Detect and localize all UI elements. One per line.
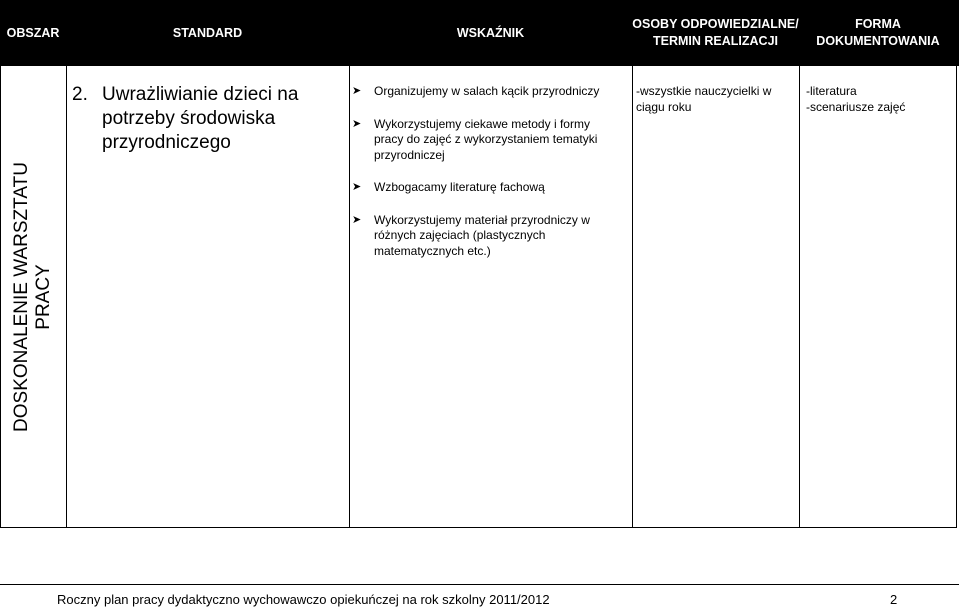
header-indicator — [349, 0, 632, 66]
area-cell — [0, 66, 66, 528]
header-standard-label: STANDARD — [172, 25, 243, 40]
header-responsible — [632, 0, 799, 66]
indicator-text: Wykorzystujemy materiał przyrodniczy w różnych zajęciach (plastycznych matematycznych etc.) — [374, 212, 590, 258]
responsible-cell — [636, 84, 796, 115]
arrowhead-bullet-icon: ➤ — [352, 117, 362, 130]
area-label — [11, 77, 55, 517]
header-documentation — [799, 0, 957, 66]
header-responsible-line2: TERMIN REALIZACJI — [653, 34, 778, 48]
column-divider — [799, 66, 800, 528]
page-number: 2 — [890, 592, 898, 607]
indicator-list — [352, 84, 617, 276]
list-item — [352, 117, 617, 164]
responsible-text: -wszystkie nauczycielki w ciągu roku — [636, 84, 772, 114]
area-label-line2: PRACY — [33, 264, 54, 330]
header-area-label: OBSZAR — [6, 25, 60, 40]
column-divider — [66, 66, 67, 528]
column-divider — [632, 66, 633, 528]
arrowhead-bullet-icon: ➤ — [352, 213, 362, 226]
standard-number: 2. — [72, 84, 88, 105]
area-label-line1: DOSKONALENIE WARSZTATU — [11, 162, 32, 432]
indicator-text: Wzbogacamy literaturę fachową — [374, 180, 545, 194]
standard-text: Uwrażliwianie dzieci na potrzeby środowiska przyrodniczego — [102, 84, 299, 153]
list-item — [352, 84, 617, 100]
standard-cell — [72, 83, 337, 155]
table-header — [0, 0, 959, 66]
list-item — [352, 213, 617, 260]
header-responsible-line1: OSOBY ODPOWIEDZIALNE/ — [632, 17, 799, 31]
documentation-item: -scenariusze zajęć — [806, 99, 906, 114]
footer-divider — [0, 584, 959, 585]
header-documentation-line1: FORMA — [855, 17, 901, 31]
header-standard — [66, 0, 349, 66]
list-item — [352, 180, 617, 196]
footer-text: Roczny plan pracy dydaktyczno wychowawczo opiekuńczej na rok szkolny 2011/2012 — [57, 592, 550, 607]
documentation-item: -literatura — [806, 84, 857, 98]
column-divider — [349, 66, 350, 528]
arrowhead-bullet-icon: ➤ — [352, 181, 362, 193]
header-documentation-line2: DOKUMENTOWANIA — [816, 34, 940, 48]
arrowhead-bullet-icon: ➤ — [352, 85, 362, 97]
header-area — [0, 0, 66, 66]
indicator-text: Organizujemy w salach kącik przyrodniczy — [374, 84, 600, 98]
indicator-text: Wykorzystujemy ciekawe metody i formy pracy do zajęć z wykorzystaniem tematyki przyrodniczej — [374, 116, 598, 162]
documentation-cell — [806, 84, 956, 115]
header-indicator-label: WSKAŹNIK — [456, 25, 525, 40]
